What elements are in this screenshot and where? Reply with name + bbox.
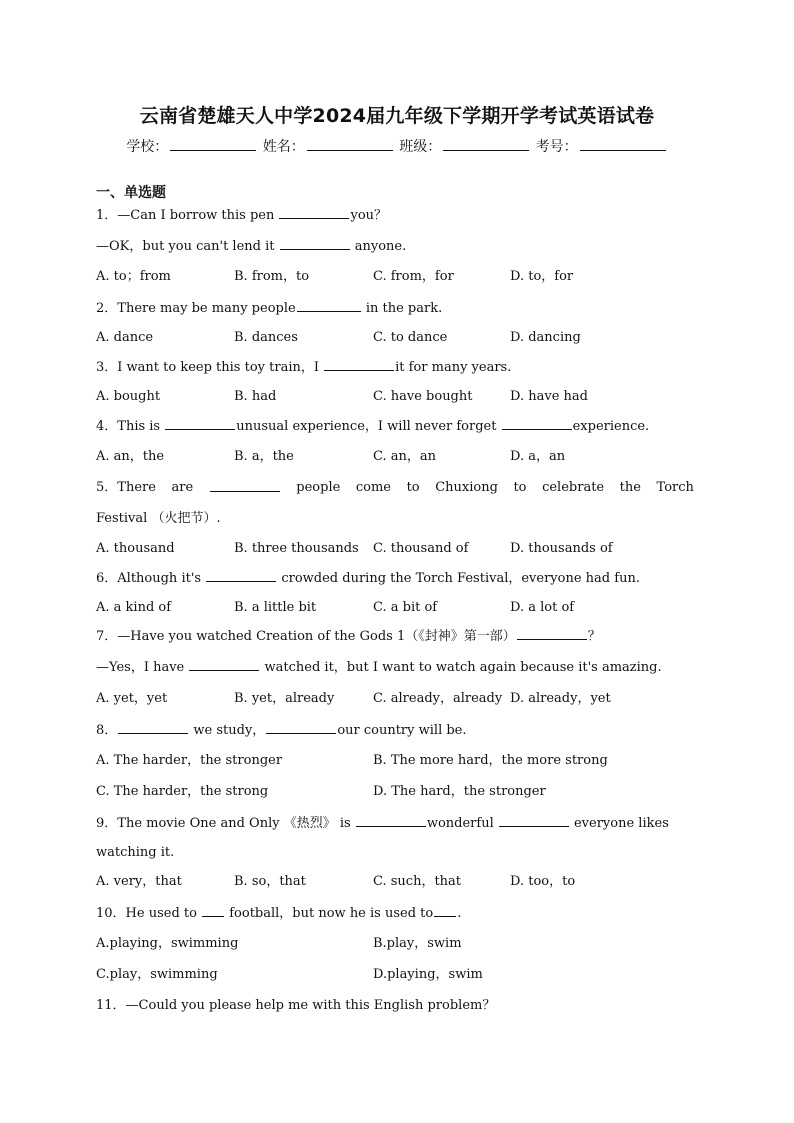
- q7-option-c[interactable]: C. already，already: [373, 691, 503, 706]
- q5-blank: [210, 479, 280, 492]
- q8-text-c: our country will be.: [337, 723, 467, 738]
- student-info-row: [0, 136, 794, 156]
- q3-text-a: 3．I want to keep this toy train，I: [96, 360, 324, 375]
- q5-word-8: celebrate: [542, 480, 605, 495]
- q7-reply-a: —Yes，I have: [96, 660, 189, 675]
- q5-word-9: the: [619, 480, 641, 495]
- q10-blank-1: [202, 904, 224, 917]
- q1-option-d[interactable]: D. to，for: [510, 269, 574, 284]
- q4-option-d[interactable]: D. a，an: [510, 449, 566, 464]
- q5-word-5: to: [406, 480, 420, 495]
- q1-reply-blank: [280, 237, 350, 250]
- q2-option-d[interactable]: D. dancing: [510, 330, 581, 345]
- number-blank[interactable]: [580, 138, 666, 151]
- q8-text-a: 8．: [96, 723, 118, 738]
- class-label: 班级：: [399, 139, 442, 155]
- name-label: 姓名：: [262, 139, 305, 155]
- question-9: [96, 814, 696, 833]
- q1-reply-b: anyone.: [350, 239, 407, 254]
- q9-option-d[interactable]: D. too，to: [510, 874, 576, 889]
- q3-blank: [324, 358, 394, 371]
- class-blank[interactable]: [443, 138, 529, 151]
- q10-option-b[interactable]: B.play，swim: [373, 936, 462, 951]
- q8-blank-2: [266, 721, 336, 734]
- q10-text-c: .: [457, 906, 462, 921]
- question-9-cont: [96, 844, 696, 862]
- q9-option-a[interactable]: A. very，that: [96, 874, 182, 889]
- q9-blank-2: [499, 814, 569, 827]
- q2-option-a[interactable]: A. dance: [96, 330, 154, 345]
- q7-blank: [517, 627, 587, 640]
- q4-text-c: experience.: [572, 419, 650, 434]
- q3-option-c[interactable]: C. have bought: [373, 389, 473, 404]
- q3-option-a[interactable]: A. bought: [96, 389, 161, 404]
- q7-reply-b: watched it，but I want to watch again because it's amazing.: [260, 660, 662, 675]
- q8-blank-1: [118, 721, 188, 734]
- q1-text-b: you？: [350, 208, 388, 223]
- q5-word-3: people: [296, 480, 341, 495]
- q8-text-b: we study，: [189, 723, 266, 738]
- school-blank[interactable]: [170, 138, 256, 151]
- q4-text-b: unusual experience，I will never forget: [236, 419, 501, 434]
- q5-word-7: to: [513, 480, 527, 495]
- q2-option-b[interactable]: B. dances: [234, 330, 298, 345]
- q5-option-d[interactable]: D. thousands of: [510, 541, 613, 556]
- question-10: [96, 904, 696, 923]
- q9-option-c[interactable]: C. such，that: [373, 874, 462, 889]
- q1-reply-a: —OK，but you can't lend it: [96, 239, 279, 254]
- q2-text-b: in the park.: [361, 301, 443, 316]
- q9-text-c: everyone likes: [569, 816, 669, 831]
- question-1-reply: [96, 237, 696, 256]
- q6-option-c[interactable]: C. a bit of: [373, 600, 438, 615]
- q10-blank-2: [434, 904, 456, 917]
- q5-word-1: 5．There: [96, 480, 156, 495]
- q1-option-a[interactable]: A. to；from: [96, 269, 171, 284]
- q7-reply-blank: [189, 658, 259, 671]
- q3-option-d[interactable]: D. have had: [510, 389, 588, 404]
- q3-text-b: it for many years.: [395, 360, 512, 375]
- question-3: [96, 358, 696, 377]
- q9-blank-1: [356, 814, 426, 827]
- q7-option-d[interactable]: D. already，yet: [510, 691, 611, 706]
- question-5-cont: [96, 510, 696, 528]
- q6-blank: [206, 569, 276, 582]
- q4-option-a[interactable]: A. an，the: [96, 449, 165, 464]
- q7-text-b: ？: [587, 629, 601, 644]
- question-1: [96, 206, 696, 225]
- q9-text-b: wonderful: [426, 816, 498, 831]
- number-label: 考号：: [535, 139, 578, 155]
- q8-option-d[interactable]: D. The hard，the stronger: [373, 784, 546, 799]
- question-4: [96, 417, 696, 436]
- q1-option-c[interactable]: C. from，for: [373, 269, 454, 284]
- question-7: [96, 627, 696, 646]
- q7-text-a: 7．—Have you watched Creation of the Gods 1（《封神》第一部）: [96, 629, 516, 644]
- q5-word-10: Torch: [656, 480, 694, 495]
- q8-option-c[interactable]: C. The harder，the strong: [96, 784, 269, 799]
- name-blank[interactable]: [307, 138, 393, 151]
- section-heading: 一、单选题: [96, 185, 166, 201]
- q2-option-c[interactable]: C. to dance: [373, 330, 448, 345]
- page-title: 云南省楚雄天人中学2024届九年级下学期开学考试英语试卷: [139, 105, 655, 127]
- q6-option-d[interactable]: D. a lot of: [510, 600, 575, 615]
- question-8: [96, 721, 696, 740]
- q10-text-b: football，but now he is used to: [225, 906, 434, 921]
- q6-option-b[interactable]: B. a little bit: [234, 600, 317, 615]
- school-label: 学校：: [126, 139, 169, 155]
- q2-text-a: 2．There may be many people: [96, 301, 296, 316]
- q7-option-a[interactable]: A. yet，yet: [96, 691, 168, 706]
- q10-option-d[interactable]: D.playing，swim: [373, 967, 483, 982]
- q4-text-a: 4．This is: [96, 419, 165, 434]
- q8-option-b[interactable]: B. The more hard，the more strong: [373, 753, 608, 768]
- q10-text-a: 10．He used to: [96, 906, 202, 921]
- q5-word-6: Chuxiong: [435, 480, 498, 495]
- q4-option-b[interactable]: B. a，the: [234, 449, 294, 464]
- question-11: [96, 997, 696, 1015]
- q4-blank-2: [502, 417, 572, 430]
- q5-word-2: are: [171, 480, 194, 495]
- q3-option-b[interactable]: B. had: [234, 389, 277, 404]
- question-5: [96, 479, 694, 497]
- q1-blank: [279, 206, 349, 219]
- q9-text-a: 9．The movie One and Only 《热烈》 is: [96, 816, 355, 831]
- question-7-reply: [96, 658, 696, 677]
- q2-blank: [297, 299, 361, 312]
- question-6: [96, 569, 696, 588]
- q11-text: 11．—Could you please help me with this English problem？: [96, 998, 496, 1013]
- q5-option-b[interactable]: B. three thousands: [234, 541, 359, 556]
- q5-option-c[interactable]: C. thousand of: [373, 541, 469, 556]
- q10-option-a[interactable]: A.playing，swimming: [96, 936, 239, 951]
- q5-word-4: come: [355, 480, 391, 495]
- q1-option-b[interactable]: B. from，to: [234, 269, 310, 284]
- q9-option-b[interactable]: B. so，that: [234, 874, 306, 889]
- q5-line-2: Festival （火把节）.: [96, 511, 221, 526]
- q6-text-a: 6．Although it's: [96, 571, 206, 586]
- q5-option-a[interactable]: A. thousand: [96, 541, 175, 556]
- q1-text-a: 1．—Can I borrow this pen: [96, 208, 279, 223]
- q10-option-c[interactable]: C.play，swimming: [96, 967, 218, 982]
- q6-text-b: crowded during the Torch Festival，everyone had fun.: [277, 571, 640, 586]
- q4-option-c[interactable]: C. an，an: [373, 449, 436, 464]
- q8-option-a[interactable]: A. The harder，the stronger: [96, 753, 283, 768]
- q7-option-b[interactable]: B. yet，already: [234, 691, 335, 706]
- question-2: [96, 299, 696, 318]
- q9-line-2: watching it.: [96, 845, 175, 860]
- q4-blank-1: [165, 417, 235, 430]
- q6-option-a[interactable]: A. a kind of: [96, 600, 172, 615]
